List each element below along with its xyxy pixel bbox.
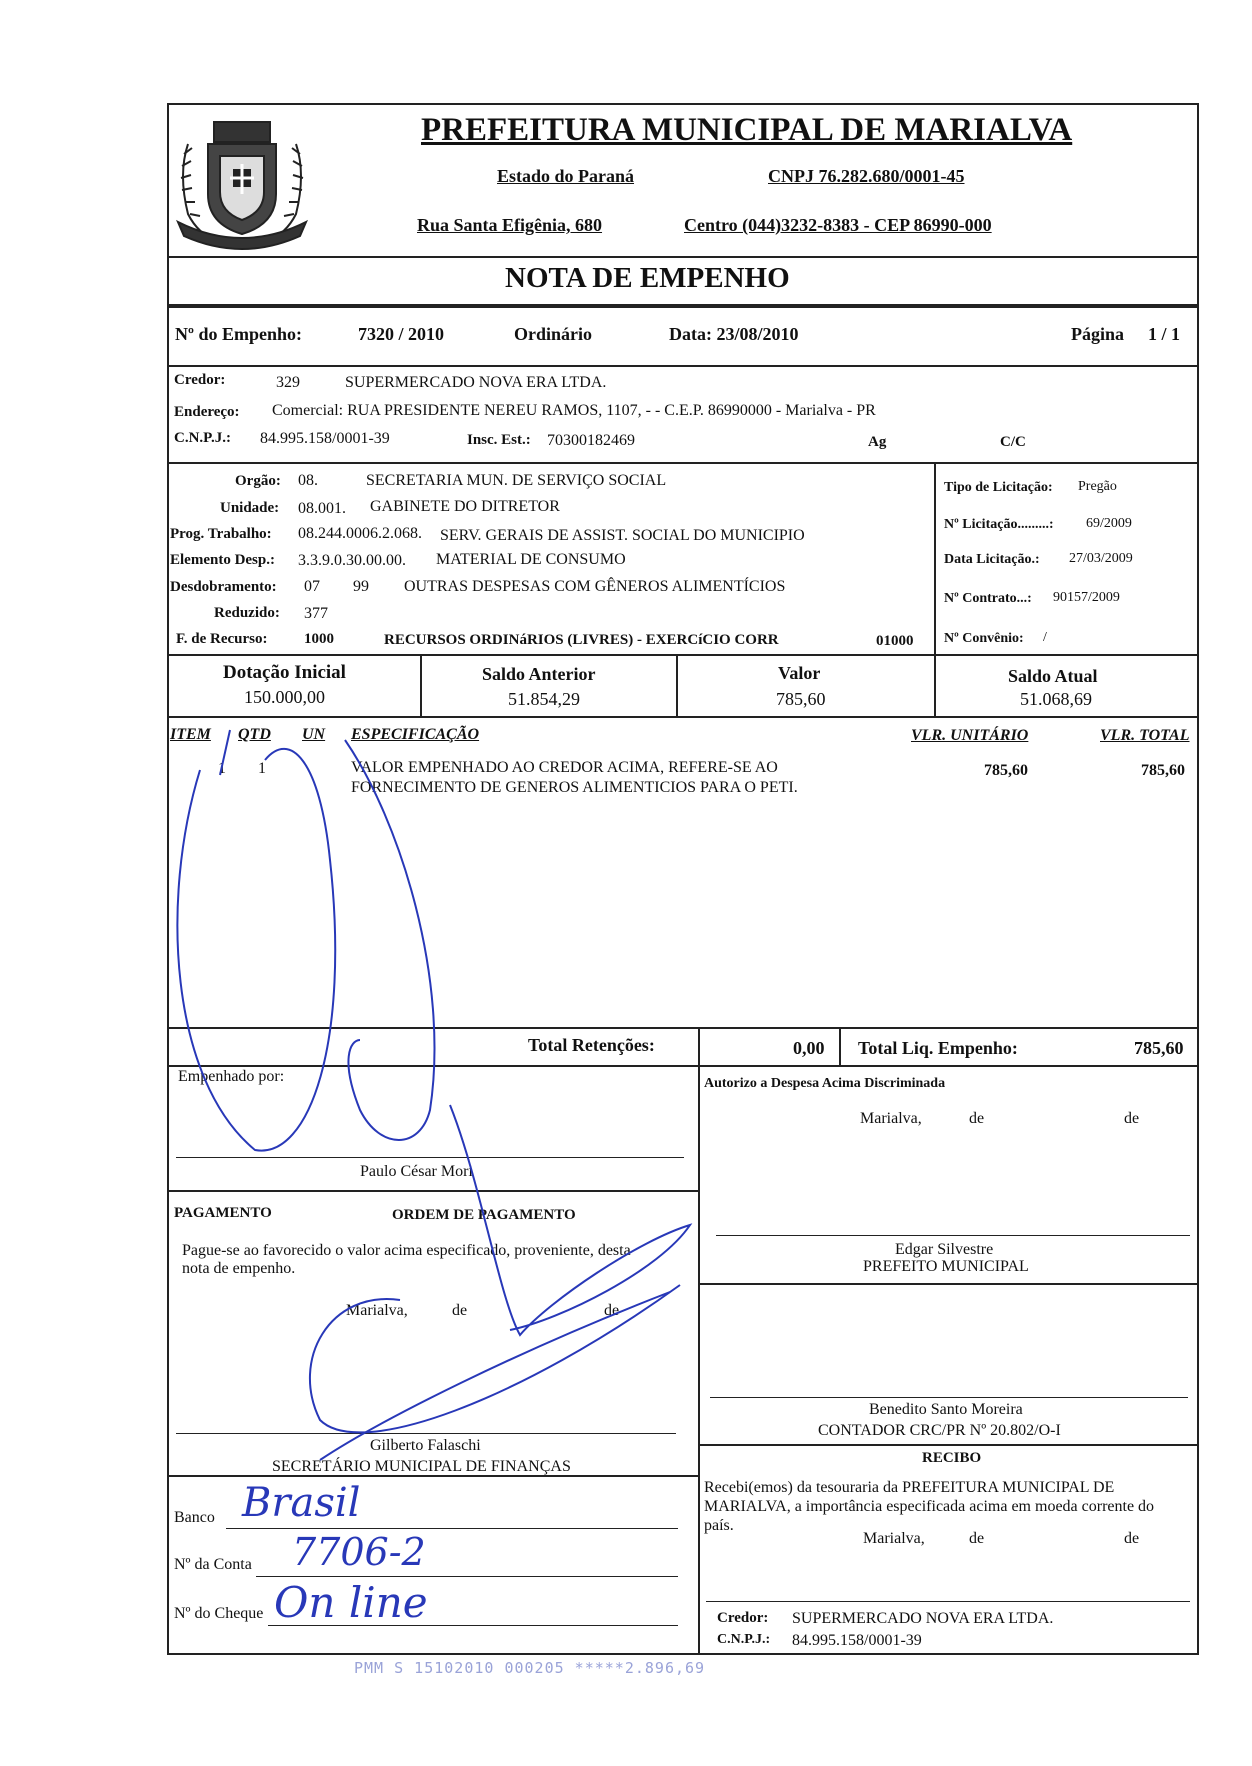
recibo-cnpj: 84.995.158/0001-39 [792,1632,922,1649]
empenhado-name: Paulo César Mori [360,1163,473,1180]
insc-label: Insc. Est.: [467,432,531,448]
saldo-atual-value: 51.068,69 [1020,689,1092,709]
header-address: Rua Santa Efigênia, 680 [417,215,603,235]
reduzido-code: 377 [304,605,328,622]
elemento-code: 3.3.9.0.30.00.00. [298,552,406,569]
credor-cnpj: 84.995.158/0001-39 [260,430,390,447]
pagamento-city: Marialva, [346,1302,408,1319]
recibo-text-line3: país. [704,1517,734,1534]
credor-name: SUPERMERCADO NOVA ERA LTDA. [345,374,607,391]
recurso-label: F. de Recurso: [176,631,268,647]
page-label: Página [1071,324,1125,344]
desdobramento-code2: 99 [353,578,369,595]
recurso-name: RECURSOS ORDINáRIOS (LIVRES) - EXERCíCIO CORR [384,632,779,648]
col-item: ITEM [170,726,211,743]
pagamento-text-line1: Pague-se ao favorecido o valor acima especificado, proveniente, desta [182,1242,631,1259]
item-number: 1 [218,760,226,777]
recurso-number: 01000 [876,633,914,649]
insc-value: 70300182469 [547,432,635,449]
item-description-line1: VALOR EMPENHADO AO CREDOR ACIMA, REFERE-SE AO [351,759,778,776]
col-valor-total: VLR. TOTAL [1100,727,1190,744]
retencoes-label: Total Retenções: [528,1035,655,1055]
orgao-name: SECRETARIA MUN. DE SERVIÇO SOCIAL [366,472,667,489]
item-total-value: 785,60 [1141,762,1185,779]
endereco-value: Comercial: RUA PRESIDENTE NEREU RAMOS, 1107, - - C.E.P. 86990000 - Marialva - PR [272,402,876,419]
endereco-label: Endereço: [174,404,240,420]
empenho-number-label: Nº do Empenho: [175,324,302,344]
autorizo-city: Marialva, [860,1110,922,1127]
dotacao-value: 150.000,00 [244,687,325,707]
convenio-value: / [1043,630,1047,645]
autorizo-de2: de [1124,1110,1140,1127]
liq-value: 785,60 [1134,1038,1184,1058]
liq-label: Total Liq. Empenho: [858,1038,1018,1058]
banco-handwritten: Brasil [242,1480,361,1526]
ordem-pagamento-label: ORDEM DE PAGAMENTO [392,1207,576,1223]
header-state: Estado do Paraná [497,166,635,186]
header-cnpj: CNPJ 76.282.680/0001-45 [768,166,965,186]
empenho-number: 7320 / 2010 [358,324,445,344]
licitacao-tipo-label: Tipo de Licitação: [944,480,1053,495]
unidade-label: Unidade: [220,500,280,516]
cheque-handwritten: On line [274,1578,428,1627]
pagamento-de1: de [452,1302,468,1319]
licitacao-tipo: Pregão [1078,479,1117,494]
desdobramento-label: Desdobramento: [170,579,277,595]
recibo-de2: de [1124,1530,1140,1547]
desdobramento-name: OUTRAS DESPESAS COM GÊNEROS ALIMENTÍCIOS [404,578,786,595]
recibo-credor-label: Credor: [717,1610,769,1626]
credor-code: 329 [276,374,300,391]
doc-title: NOTA DE EMPENHO [505,262,790,294]
recibo-text-line1: Recebi(emos) da tesouraria da PREFEITURA MUNICIPAL DE [704,1479,1115,1496]
credor-label: Credor: [174,372,226,388]
autorizo-label: Autorizo a Despesa Acima Discriminada [704,1076,946,1091]
recibo-city: Marialva, [863,1530,925,1547]
autorizo-de1: de [969,1110,985,1127]
orgao-code: 08. [298,472,318,489]
banco-label: Banco [174,1509,215,1526]
unidade-name: GABINETE DO DITRETOR [370,498,560,515]
conta-label: Nº da Conta [174,1556,252,1573]
col-especificacao: ESPECIFICAÇÃO [351,726,480,743]
ag-label: Ag [868,434,887,450]
saldo-anterior-label: Saldo Anterior [482,664,596,684]
licitacao-data: 27/03/2009 [1069,551,1133,566]
page-number: 1 / 1 [1148,324,1181,344]
empenho-date: Data: 23/08/2010 [669,324,799,344]
recibo-title: RECIBO [922,1450,982,1466]
header-title: PREFEITURA MUNICIPAL DE MARIALVA [421,112,1073,148]
secretario-name: Gilberto Falaschi [370,1437,481,1454]
recibo-text-line2: MARIALVA, a importância especificada acima em moeda corrente do [704,1498,1155,1515]
prog-name: SERV. GERAIS DE ASSIST. SOCIAL DO MUNICIPIO [440,527,805,544]
unidade-code: 08.001. [298,500,346,517]
desdobramento-code1: 07 [304,578,320,595]
pagamento-text-line2: nota de empenho. [182,1260,296,1277]
elemento-label: Elemento Desp.: [170,552,275,568]
licitacao-data-label: Data Licitação.: [944,552,1040,567]
licitacao-num-label: Nº Licitação.........: [944,517,1054,532]
recibo-credor: SUPERMERCADO NOVA ERA LTDA. [792,1610,1054,1627]
item-description-line2: FORNECIMENTO DE GENEROS ALIMENTICIOS PARA O PETI. [351,779,798,796]
pagamento-label: PAGAMENTO [174,1205,272,1221]
contrato-value: 90157/2009 [1053,590,1120,605]
prefeito-title: PREFEITO MUNICIPAL [863,1258,1029,1275]
recibo-de1: de [969,1530,985,1547]
col-qtd: QTD [238,726,271,743]
convenio-label: Nº Convênio: [944,631,1024,646]
saldo-atual-label: Saldo Atual [1008,666,1098,686]
contador-title: CONTADOR CRC/PR Nº 20.802/O-I [818,1422,1061,1439]
credor-cnpj-label: C.N.P.J.: [174,430,231,446]
valor-label: Valor [778,663,821,683]
empenhado-label: Empenhado por: [178,1068,285,1085]
saldo-anterior-value: 51.854,29 [508,689,580,709]
prog-label: Prog. Trabalho: [170,526,272,542]
retencoes-value: 0,00 [793,1038,825,1058]
cc-label: C/C [1000,434,1026,450]
empenho-type: Ordinário [514,324,593,344]
elemento-name: MATERIAL DE CONSUMO [436,551,626,568]
contador-name: Benedito Santo Moreira [869,1401,1023,1418]
valor-value: 785,60 [776,689,826,709]
item-unit-value: 785,60 [984,762,1028,779]
orgao-label: Orgão: [235,473,281,489]
contrato-label: Nº Contrato...: [944,591,1032,606]
pagamento-de2: de [604,1302,620,1319]
header-contact: Centro (044)3232-8383 - CEP 86990-000 [684,215,992,235]
recibo-cnpj-label: C.N.P.J.: [717,1632,771,1647]
secretario-title: SECRETÁRIO MUNICIPAL DE FINANÇAS [272,1458,571,1475]
item-qtd: 1 [258,760,266,777]
cheque-label: Nº do Cheque [174,1605,264,1622]
recurso-code: 1000 [304,631,334,647]
prog-code: 08.244.0006.2.068. [298,525,422,542]
dotacao-label: Dotação Inicial [223,662,346,683]
licitacao-num: 69/2009 [1086,516,1132,531]
reduzido-label: Reduzido: [214,605,280,621]
prefeito-name: Edgar Silvestre [895,1241,994,1258]
col-valor-unitario: VLR. UNITÁRIO [911,727,1029,744]
col-un: UN [302,726,326,743]
payment-stamp: PMM S 15102010 000205 *****2.896,69 [354,1659,706,1677]
conta-handwritten: 7706-2 [292,1530,426,1574]
